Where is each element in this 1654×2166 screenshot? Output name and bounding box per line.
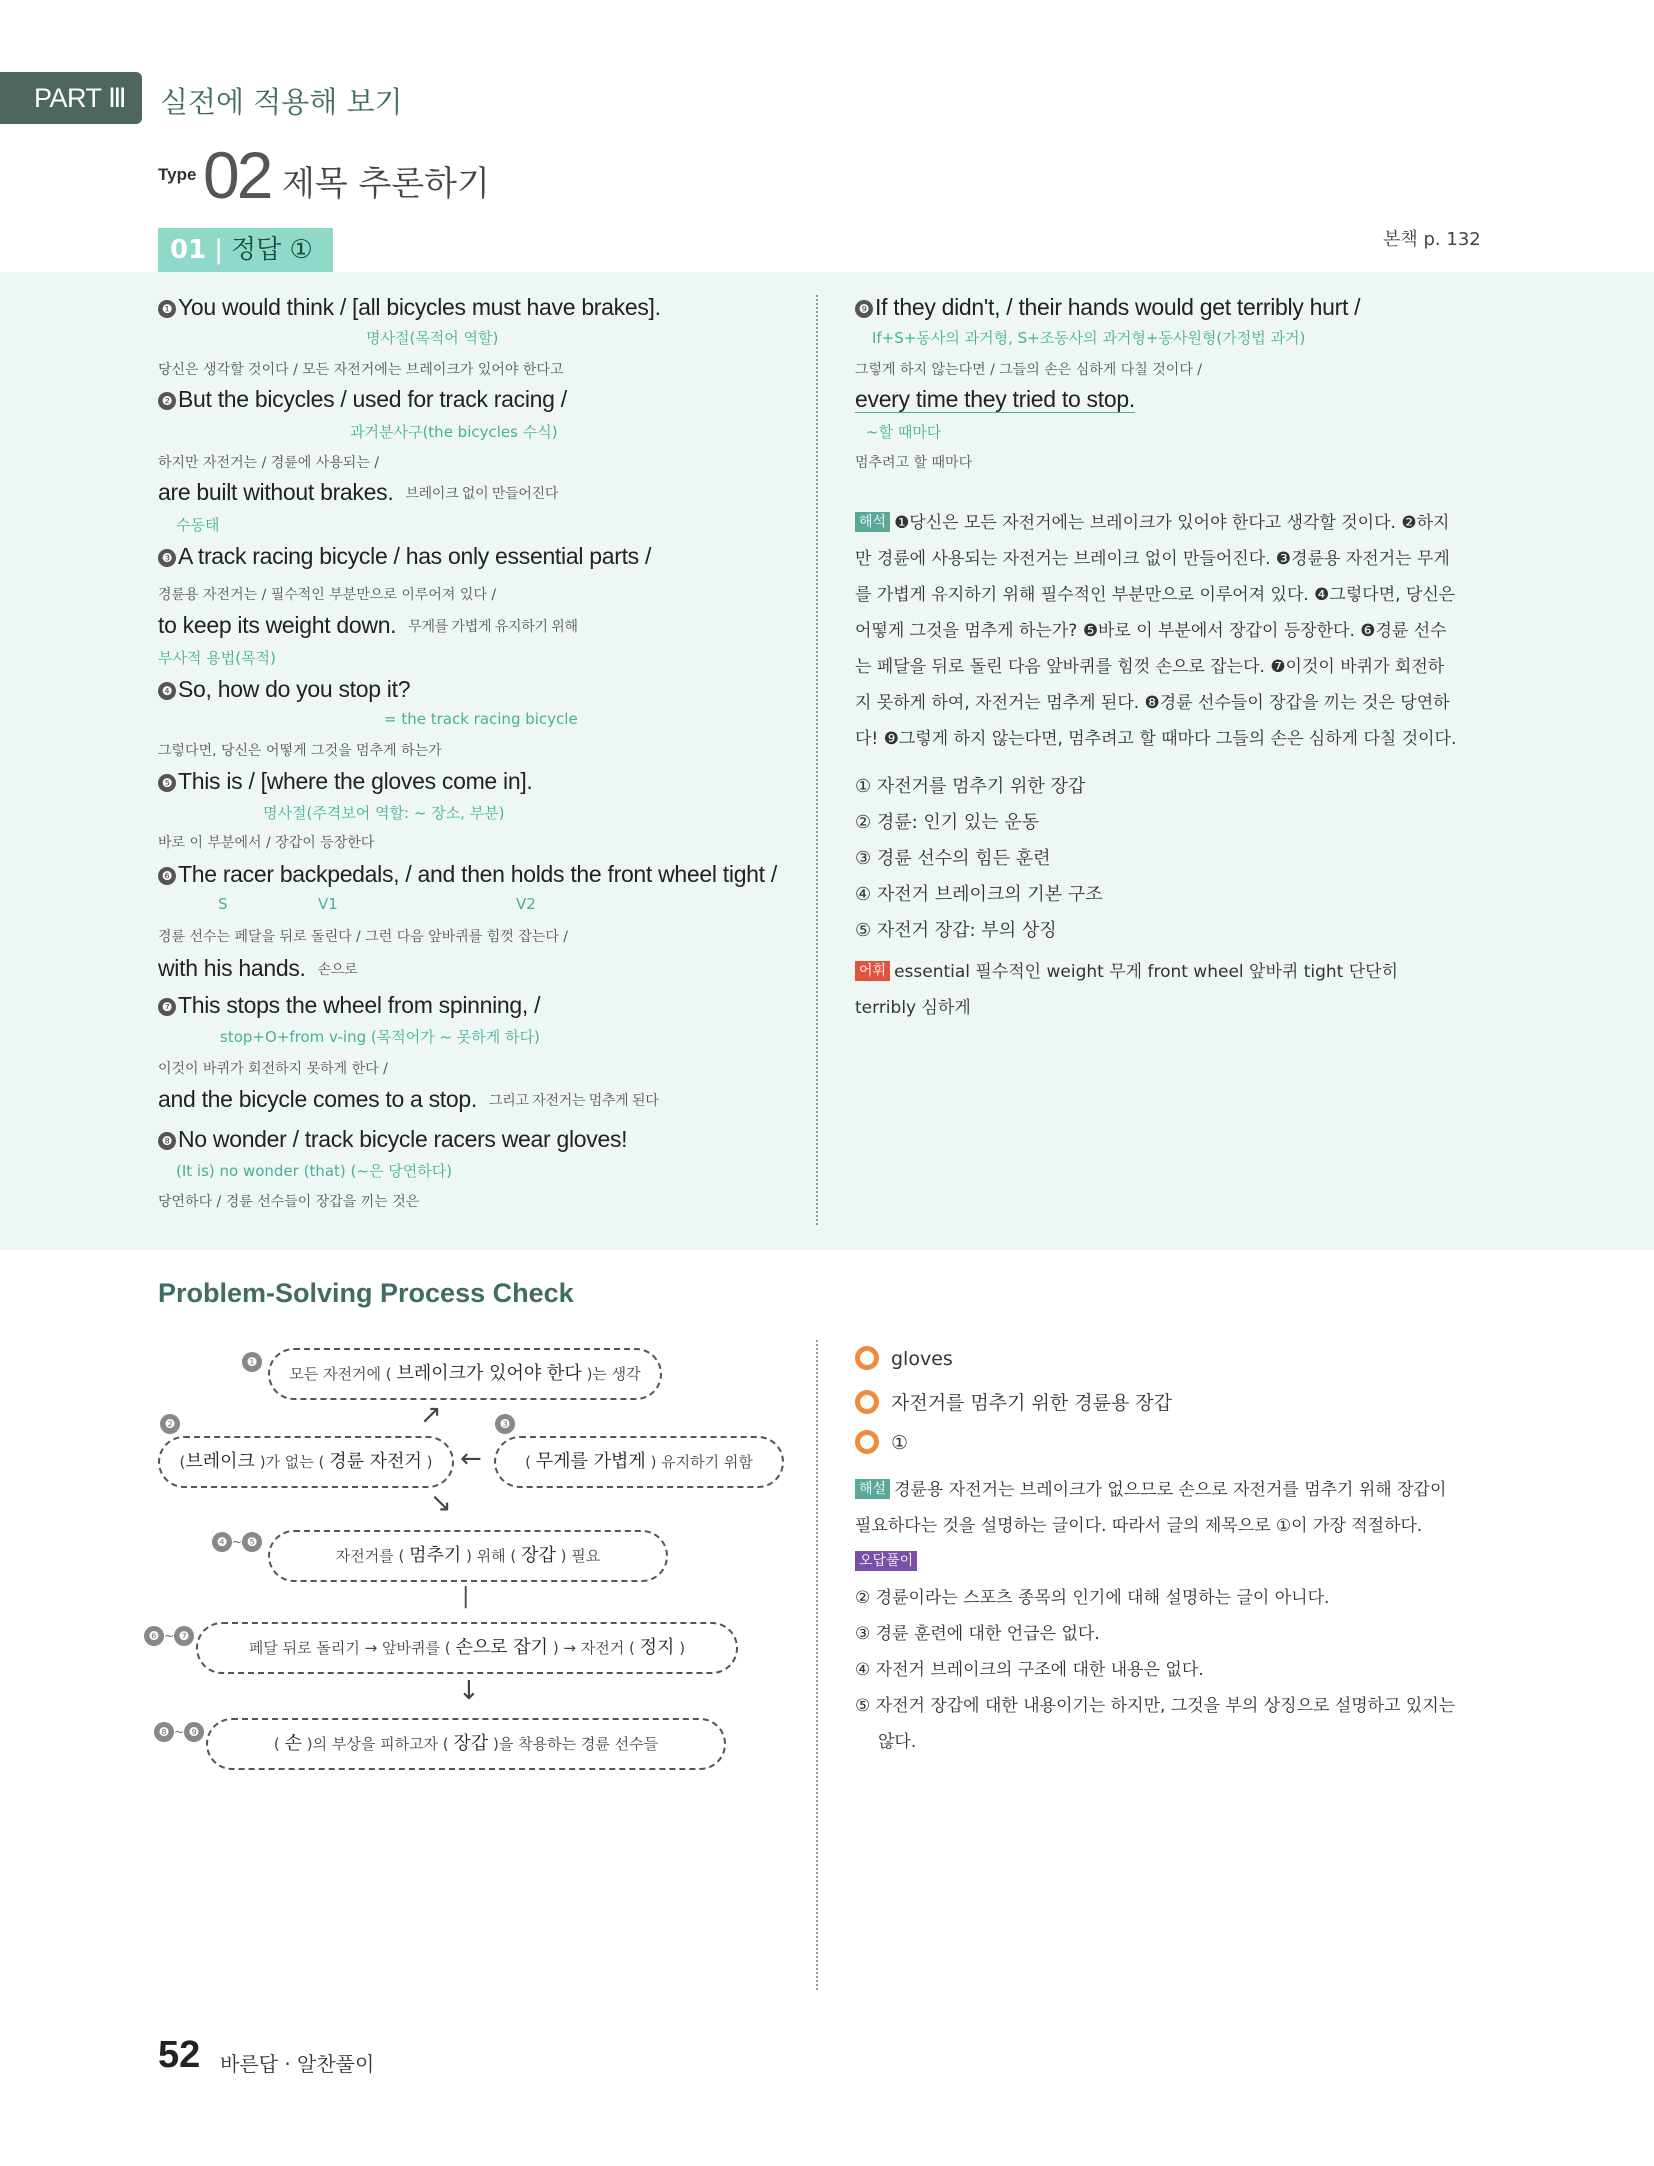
explanation-line-7: 다! ❾그렇게 하지 않는다면, 멈추려고 할 때마다 그들의 손은 심하게 다칠 것이다. <box>855 729 1457 749</box>
translation: 경륜 선수는 페달을 뒤로 돌린다 / 그런 다음 앞바퀴를 힘껏 잡는다 / <box>158 929 569 945</box>
wrong-line-5: 않다. <box>878 1732 917 1752</box>
step-2-box: (브레이크 )가 없는 ( 경륜 자전거 ) <box>158 1436 454 1488</box>
step-3-box: ( 무게를 가볍게 ) 유지하기 위함 <box>494 1436 784 1488</box>
step-45-box: 자전거를 ( 멈추기 ) 위해 ( 장갑 ) 필요 <box>268 1530 668 1582</box>
sentence-3b: to keep its weight down. 무게를 가볍게 유지하기 위해 <box>158 612 578 638</box>
step-89-number: ❽ ~ ❾ <box>154 1722 204 1742</box>
translation: 당연하다 / 경륜 선수들이 장갑을 끼는 것은 <box>158 1194 420 1210</box>
translation: 하지만 자전거는 / 경륜에 사용되는 / <box>158 455 380 471</box>
wrong-line-2: ③ 경륜 훈련에 대한 언급은 없다. <box>855 1624 1100 1644</box>
page-number: 52 <box>158 2034 201 2076</box>
translation: 그렇게 하지 않는다면 / 그들의 손은 심하게 다칠 것이다 / <box>855 362 1203 378</box>
wrong-line-1: ② 경륜이라는 스포츠 종목의 인기에 대해 설명하는 글이 아니다. <box>855 1588 1330 1608</box>
step-45-number: ❹ ~ ❺ <box>212 1532 262 1552</box>
grammar-note: 명사절(목적어 역할) <box>366 329 499 347</box>
arrow-down-right: ↘ <box>430 1488 452 1518</box>
explanation-tag: 해석 <box>855 512 890 532</box>
step-2-number: ❷ <box>160 1414 180 1434</box>
column-divider <box>816 295 818 1225</box>
ring-icon <box>855 1430 879 1454</box>
translation: 이것이 바퀴가 회전하지 못하게 한다 / <box>158 1061 388 1077</box>
commentary-line-1: 해설 경륜용 자전거는 브레이크가 없으므로 손으로 자전거를 멈추기 위해 장갑이 <box>855 1472 1446 1508</box>
grammar-note: 수동태 <box>176 516 220 534</box>
wrong-tag: 오답풀이 <box>855 1551 917 1571</box>
ring-icon <box>855 1390 879 1414</box>
step-1-number: ❶ <box>242 1352 262 1372</box>
sentence-7: ❼ This stops the wheel from spinning, / <box>158 992 540 1019</box>
sentence-9b: every time they tried to stop. <box>855 386 1135 412</box>
sentence-9: ❾ If they didn't, / their hands would get terribly hurt / <box>855 294 1360 321</box>
question-number: 01 <box>170 235 207 265</box>
option-3: ③ 경륜 선수의 힘든 훈련 <box>855 848 1051 869</box>
grammar-note: stop+O+from v-ing (목적어가 ~ 못하게 하다) <box>220 1028 540 1046</box>
sentence-7b: and the bicycle comes to a stop. 그리고 자전거는 멈추게 된다 <box>158 1086 659 1112</box>
option-2: ② 경륜: 인기 있는 운동 <box>855 812 1040 833</box>
step-67-number: ❻ ~ ❼ <box>144 1626 194 1646</box>
translation: 그렇다면, 당신은 어떻게 그것을 멈추게 하는가 <box>158 743 442 759</box>
wrong-line-4: ⑤ 자전거 장갑에 대한 내용이기는 하지만, 그것을 부의 상징으로 설명하고 있지는 <box>855 1696 1456 1716</box>
part-tab: PART Ⅲ <box>0 72 142 124</box>
psp-title: Problem-Solving Process Check <box>158 1278 574 1308</box>
grammar-note: 과거분사구(the bicycles 수식) <box>350 423 558 441</box>
arrow-down: ↓ <box>458 1676 480 1706</box>
option-5: ⑤ 자전거 장갑: 부의 상징 <box>855 920 1057 941</box>
step-67-box: 페달 뒤로 돌리기 → 앞바퀴를 ( 손으로 잡기 ) → 자전거 ( 정지 ) <box>196 1622 738 1674</box>
grammar-note: 부사적 용법(목적) <box>158 649 276 667</box>
grammar-note: = the track racing bicycle <box>384 710 578 728</box>
grammar-note: 명사절(주격보어 역할: ~ 장소, 부분) <box>263 804 505 822</box>
answer-2: 자전거를 멈추기 위한 경륜용 장갑 <box>855 1388 1172 1415</box>
sentence-6b: with his hands. 손으로 <box>158 955 358 981</box>
explanation-line-6: 지 못하게 하여, 자전거는 멈추게 된다. ❽경륜 선수들이 장갑을 끼는 것은 당연하 <box>855 693 1450 713</box>
explanation-line-3: 를 가볍게 유지하기 위해 필수적인 부분만으로 이루어져 있다. ❹그렇다면, 당신은 <box>855 585 1456 605</box>
connector-line: | <box>462 1584 470 1609</box>
explanation-line-1: 해석 ❶당신은 모든 자전거에는 브레이크가 있어야 한다고 생각할 것이다. ❷하지 <box>855 505 1449 541</box>
sentence-2: ❷ But the bicycles / used for track racing / <box>158 386 567 413</box>
verb1-mark: V1 <box>318 895 338 913</box>
option-4: ④ 자전거 브레이크의 기본 구조 <box>855 884 1103 905</box>
explanation-line-2: 만 경륜에 사용되는 자전거는 브레이크 없이 만들어진다. ❸경륜용 자전거는 무게 <box>855 549 1450 569</box>
sentence-6: ❻ The racer backpedals, / and then holds the front wheel tight / <box>158 861 777 888</box>
sentence-5: ❺ This is / [where the gloves come in]. <box>158 768 533 795</box>
part-title: 실전에 적용해 보기 <box>160 85 403 119</box>
explanation-line-5: 는 페달을 뒤로 돌린 다음 앞바퀴를 힘껏 손으로 잡는다. ❼이것이 바퀴가 회전하 <box>855 657 1445 677</box>
wrong-line-3: ④ 자전거 브레이크의 구조에 대한 내용은 없다. <box>855 1660 1204 1680</box>
type-label: Type <box>158 165 197 184</box>
step-1-box: 모든 자전거에 ( 브레이크가 있어야 한다 )는 생각 <box>268 1348 662 1400</box>
subject-mark: S <box>218 895 228 913</box>
sentence-4: ❹ So, how do you stop it? <box>158 676 410 703</box>
type-number: 02 <box>203 138 271 212</box>
answer-3: ① <box>855 1430 908 1454</box>
step-3-number: ❸ <box>495 1414 515 1434</box>
verb2-mark: V2 <box>516 895 536 913</box>
translation: 당신은 생각할 것이다 / 모든 자전거에는 브레이크가 있어야 한다고 <box>158 362 564 378</box>
vocab-tag: 어휘 <box>855 961 890 981</box>
answer-text: 정답 ① <box>230 235 313 265</box>
sentence-8: ❽ No wonder / track bicycle racers wear gloves! <box>158 1126 627 1153</box>
book-name: 바른답 · 알찬풀이 <box>220 2052 375 2076</box>
commentary-line-2: 필요하다는 것을 설명하는 글이다. 따라서 글의 제목으로 ①이 가장 적절하다. <box>855 1516 1423 1536</box>
arrow-left: ← <box>460 1444 482 1474</box>
commentary-tag: 해설 <box>855 1479 890 1499</box>
grammar-note: If+S+동사의 과거형, S+조동사의 과거형+동사원형(가정법 과거) <box>872 329 1306 347</box>
grammar-note: (It is) no wonder (that) (~은 당연하다) <box>176 1162 453 1180</box>
answer-badge: 01 | 정답 ① <box>158 228 333 272</box>
sentence-3: ❸ A track racing bicycle / has only essential parts / <box>158 543 651 570</box>
vocab-line-2: terribly 심하게 <box>855 998 971 1018</box>
arrow-up-right: ↗ <box>420 1400 442 1430</box>
type-title: 제목 추론하기 <box>282 164 490 204</box>
translation: 경륜용 자전거는 / 필수적인 부분만으로 이루어져 있다 / <box>158 587 497 603</box>
step-89-box: ( 손 )의 부상을 피하고자 ( 장갑 )을 착용하는 경륜 선수들 <box>206 1718 726 1770</box>
wrong-tag-row <box>855 1544 921 1580</box>
explanation-line-4: 어떻게 그것을 멈추게 하는가? ❺바로 이 부분에서 장갑이 등장한다. ❻경륜 선수 <box>855 621 1447 641</box>
page-reference: 본책 p. 132 <box>1383 229 1481 250</box>
ring-icon <box>855 1346 879 1370</box>
answer-1: gloves <box>855 1346 953 1370</box>
option-1: ① 자전거를 멈추기 위한 장갑 <box>855 776 1086 797</box>
sentence-2b: are built without brakes. 브레이크 없이 만들어진다 <box>158 479 559 505</box>
grammar-note: ~할 때마다 <box>866 423 942 441</box>
translation: 멈추려고 할 때마다 <box>855 455 973 471</box>
column-divider-2 <box>816 1340 818 1990</box>
translation: 바로 이 부분에서 / 장갑이 등장한다 <box>158 835 375 851</box>
vocab-line-1: 어휘 essential 필수적인 weight 무게 front wheel 앞바퀴 tight 단단히 <box>855 954 1398 990</box>
sentence-1: ❶ You would think / [all bicycles must have brakes]. <box>158 294 661 321</box>
